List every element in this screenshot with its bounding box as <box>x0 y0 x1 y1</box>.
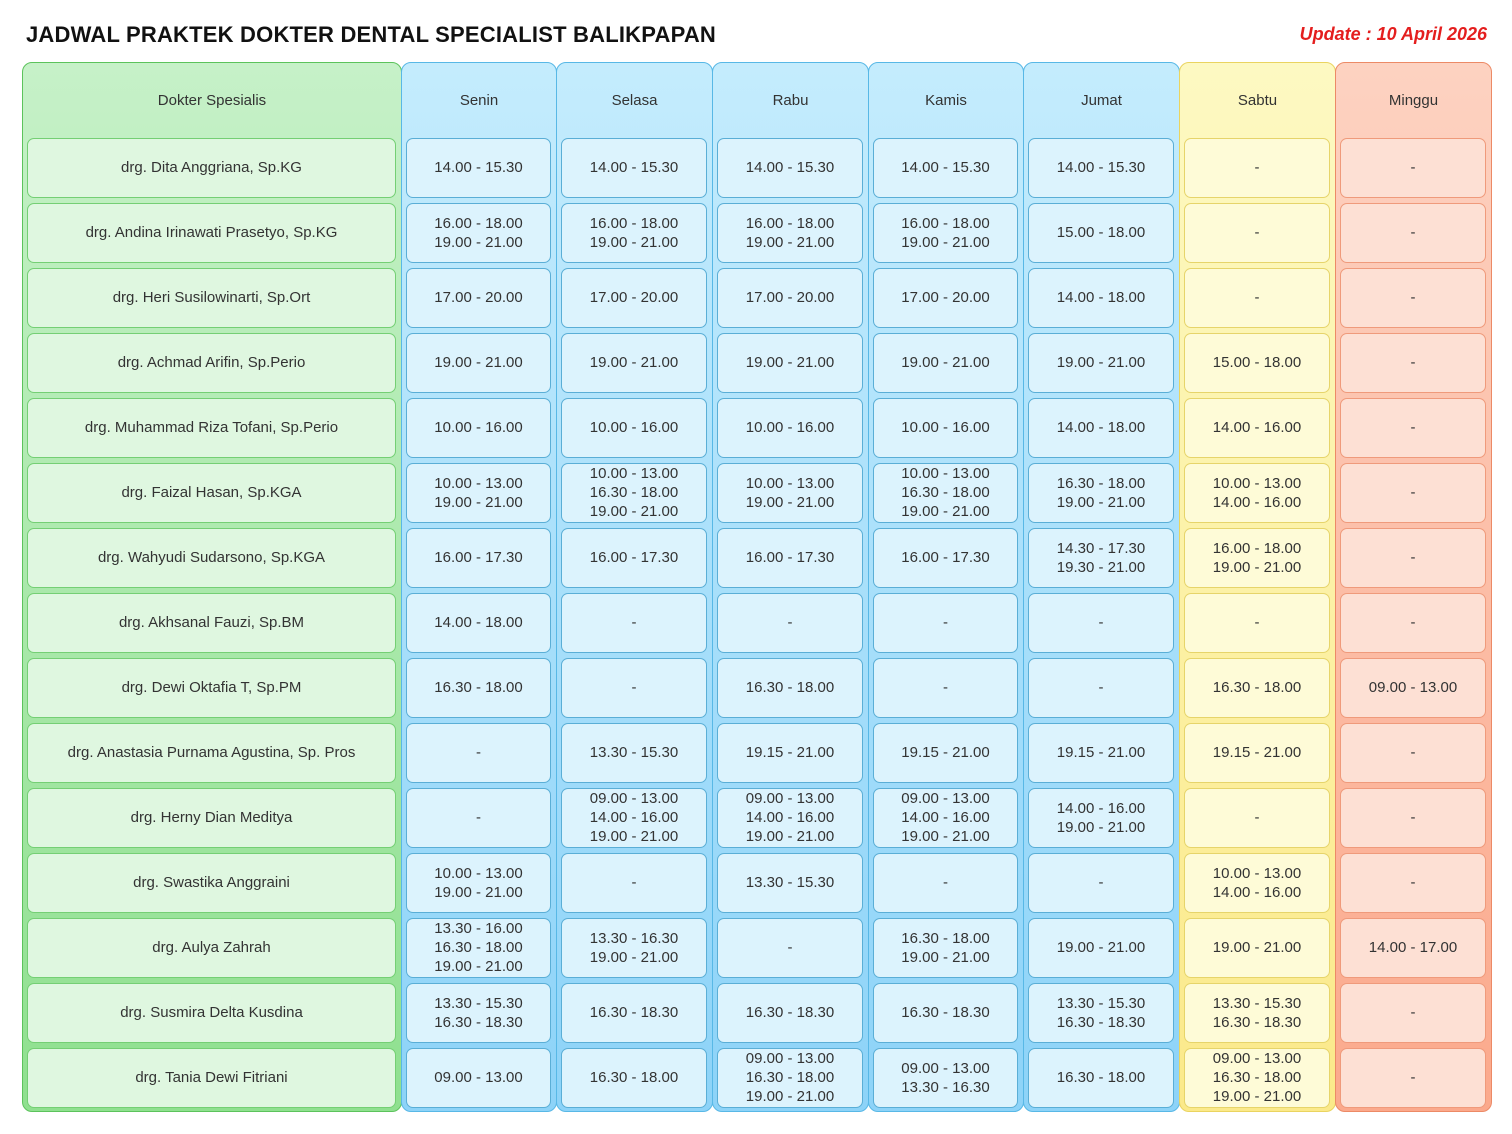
time-slot: - <box>1410 224 1416 241</box>
schedule-cell-minggu <box>1340 528 1486 588</box>
doctor-name: drg. Aulya Zahrah <box>152 939 271 956</box>
time-slot: 19.00 - 21.00 <box>1212 558 1302 576</box>
time-slot: 09.00 - 13.00 <box>1368 679 1458 696</box>
schedule-cell-kamis <box>873 268 1018 328</box>
time-slot: 10.00 - 13.00 <box>434 864 523 882</box>
time-slot: 19.00 - 21.00 <box>589 828 679 845</box>
time-slot: 10.00 - 16.00 <box>434 419 523 436</box>
time-slot: - <box>1410 744 1416 761</box>
time-slot: - <box>1254 159 1260 176</box>
time-slot: 16.30 - 18.00 <box>1056 1069 1146 1086</box>
time-slot: 16.30 - 18.00 <box>1212 1069 1302 1086</box>
schedule-cell-minggu <box>1340 268 1486 328</box>
schedule-cell-sabtu <box>1184 723 1330 783</box>
column-sabtu <box>1179 62 1336 1112</box>
schedule-cell-kamis <box>873 463 1018 523</box>
schedule-cell-minggu <box>1340 138 1486 198</box>
doctor-name: drg. Akhsanal Fauzi, Sp.BM <box>118 614 305 631</box>
doctor-name-cell <box>27 983 396 1043</box>
time-slot: 14.00 - 15.30 <box>901 159 990 176</box>
schedule-cell-selasa <box>561 528 707 588</box>
time-slot: 16.00 - 18.00 <box>901 214 990 232</box>
time-slot: 16.30 - 18.30 <box>1212 1013 1302 1031</box>
schedule-cell-sabtu <box>1184 333 1330 393</box>
doctor-name: drg. Swastika Anggraini <box>133 874 290 891</box>
time-slot: 19.00 - 21.00 <box>901 503 990 520</box>
time-slot: 16.00 - 17.30 <box>745 549 835 566</box>
schedule-cell-sabtu <box>1184 658 1330 718</box>
doctor-name-cell <box>27 918 396 978</box>
time-slot: 19.00 - 21.00 <box>901 948 990 966</box>
schedule-cell-rabu <box>717 398 863 458</box>
doctor-name: drg. Tania Dewi Fitriani <box>135 1069 288 1086</box>
time-slot: 09.00 - 13.00 <box>901 790 990 807</box>
time-slot: 16.30 - 18.00 <box>745 679 835 696</box>
schedule-cell-senin <box>406 203 551 263</box>
time-slot: 19.00 - 21.00 <box>745 233 835 251</box>
header-kamis: Kamis <box>925 91 967 109</box>
schedule-cell-senin <box>406 853 551 913</box>
time-slot: - <box>1410 419 1416 436</box>
time-slot: 19.15 - 21.00 <box>745 744 835 761</box>
time-slot: 16.00 - 17.30 <box>589 549 679 566</box>
time-slot: 09.00 - 13.00 <box>589 790 679 807</box>
schedule-cell-kamis <box>873 918 1018 978</box>
time-slot: 13.30 - 15.30 <box>745 874 835 891</box>
doctor-name-cell <box>27 1048 396 1108</box>
time-slot: - <box>476 744 481 761</box>
time-slot: 10.00 - 13.00 <box>589 465 679 482</box>
schedule-cell-minggu <box>1340 853 1486 913</box>
time-slot: 19.00 - 21.00 <box>589 354 679 371</box>
schedule-cell-kamis <box>873 853 1018 913</box>
time-slot: 16.30 - 18.00 <box>434 679 523 696</box>
schedule-cell-kamis <box>873 593 1018 653</box>
time-slot: - <box>1410 289 1416 306</box>
time-slot: 19.00 - 21.00 <box>901 354 990 371</box>
time-slot: 14.00 - 15.30 <box>1056 159 1146 176</box>
time-slot: 19.00 - 21.00 <box>1056 354 1146 371</box>
schedule-cell-jumat <box>1028 918 1174 978</box>
schedule-cell-selasa <box>561 658 707 718</box>
schedule-cell-sabtu <box>1184 788 1330 848</box>
doctor-name-cell <box>27 463 396 523</box>
header-jumat: Jumat <box>1081 91 1122 109</box>
time-slot: - <box>1410 874 1416 891</box>
time-slot: - <box>1410 614 1416 631</box>
doctor-name-cell <box>27 268 396 328</box>
time-slot: 16.30 - 18.30 <box>434 1013 523 1031</box>
time-slot: - <box>631 874 637 891</box>
time-slot: - <box>943 614 948 631</box>
header-selasa: Selasa <box>611 91 658 109</box>
header-rabu: Rabu <box>772 91 809 109</box>
time-slot: 19.00 - 21.00 <box>745 354 835 371</box>
schedule-cell-rabu <box>717 463 863 523</box>
time-slot: 14.00 - 17.00 <box>1368 939 1458 956</box>
time-slot: 10.00 - 13.00 <box>901 465 990 482</box>
doctor-name-cell <box>27 528 396 588</box>
schedule-cell-kamis <box>873 658 1018 718</box>
schedule-cell-sabtu <box>1184 1048 1330 1108</box>
time-slot: 16.00 - 17.30 <box>901 549 990 566</box>
schedule-cell-sabtu <box>1184 528 1330 588</box>
time-slot: 16.00 - 17.30 <box>434 549 523 566</box>
time-slot: 19.00 - 21.00 <box>745 1088 835 1105</box>
schedule-cell-rabu <box>717 138 863 198</box>
schedule-cell-selasa <box>561 723 707 783</box>
time-slot: 15.00 - 18.00 <box>1056 224 1146 241</box>
time-slot: 16.30 - 18.00 <box>1056 474 1146 492</box>
time-slot: - <box>1254 809 1260 826</box>
time-slot: - <box>476 809 481 826</box>
time-slot: 19.00 - 21.00 <box>434 354 523 371</box>
page-title: JADWAL PRAKTEK DOKTER DENTAL SPECIALIST BALIKPAPAN <box>26 22 716 47</box>
schedule-cell-kamis <box>873 203 1018 263</box>
time-slot: 19.00 - 21.00 <box>1212 939 1302 956</box>
schedule-cell-jumat <box>1028 788 1174 848</box>
time-slot: - <box>1410 1069 1416 1086</box>
schedule-cell-senin <box>406 1048 551 1108</box>
schedule-cell-senin <box>406 788 551 848</box>
schedule-cell-selasa <box>561 268 707 328</box>
schedule-cell-minggu <box>1340 203 1486 263</box>
schedule-cell-rabu <box>717 203 863 263</box>
time-slot: 13.30 - 16.00 <box>434 920 523 937</box>
schedule-cell-minggu <box>1340 658 1486 718</box>
schedule-cell-kamis <box>873 788 1018 848</box>
schedule-cell-sabtu <box>1184 138 1330 198</box>
schedule-cell-kamis <box>873 528 1018 588</box>
time-slot: - <box>1410 549 1416 566</box>
schedule-cell-senin <box>406 463 551 523</box>
time-slot: - <box>1254 614 1260 631</box>
time-slot: - <box>787 614 793 631</box>
schedule-cell-selasa <box>561 333 707 393</box>
time-slot: - <box>1098 679 1104 696</box>
column-minggu <box>1335 62 1492 1112</box>
schedule-cell-sabtu <box>1184 398 1330 458</box>
header-sabtu: Sabtu <box>1237 91 1278 109</box>
header-senin: Senin <box>459 91 499 109</box>
schedule-cell-sabtu <box>1184 593 1330 653</box>
schedule-cell-minggu <box>1340 983 1486 1043</box>
schedule-cell-sabtu <box>1184 463 1330 523</box>
time-slot: 14.00 - 16.00 <box>1056 799 1146 817</box>
schedule-cell-senin <box>406 268 551 328</box>
schedule-cell-kamis <box>873 398 1018 458</box>
doctor-name-cell <box>27 333 396 393</box>
time-slot: 19.00 - 21.00 <box>589 503 679 520</box>
time-slot: - <box>1098 874 1104 891</box>
column-rabu <box>712 62 869 1112</box>
time-slot: 10.00 - 13.00 <box>745 474 835 492</box>
schedule-cell-minggu <box>1340 593 1486 653</box>
schedule-cell-kamis <box>873 333 1018 393</box>
time-slot: 17.00 - 20.00 <box>434 289 523 306</box>
schedule-cell-selasa <box>561 1048 707 1108</box>
schedule-cell-rabu <box>717 658 863 718</box>
schedule-cell-kamis <box>873 138 1018 198</box>
schedule-cell-selasa <box>561 918 707 978</box>
column-jumat <box>1023 62 1180 1112</box>
schedule-cell-jumat <box>1028 268 1174 328</box>
schedule-cell-jumat <box>1028 138 1174 198</box>
schedule-cell-jumat <box>1028 983 1174 1043</box>
schedule-cell-selasa <box>561 398 707 458</box>
doctor-name-cell <box>27 203 396 263</box>
schedule-cell-selasa <box>561 788 707 848</box>
schedule-cell-sabtu <box>1184 203 1330 263</box>
time-slot: 19.00 - 21.00 <box>745 828 835 845</box>
doctor-name: drg. Susmira Delta Kusdina <box>120 1004 303 1021</box>
time-slot: 16.30 - 18.30 <box>589 1004 679 1021</box>
time-slot: 19.00 - 21.00 <box>434 233 523 251</box>
time-slot: 16.30 - 18.00 <box>901 484 990 501</box>
schedule-cell-jumat <box>1028 203 1174 263</box>
time-slot: 17.00 - 20.00 <box>901 289 990 306</box>
doctor-name-cell <box>27 658 396 718</box>
time-slot: - <box>1410 484 1416 501</box>
time-slot: 10.00 - 13.00 <box>434 474 523 492</box>
schedule-cell-minggu <box>1340 788 1486 848</box>
schedule-cell-jumat <box>1028 853 1174 913</box>
schedule-cell-minggu <box>1340 918 1486 978</box>
schedule-cell-selasa <box>561 983 707 1043</box>
time-slot: 14.00 - 16.00 <box>745 809 835 826</box>
time-slot: 14.00 - 16.00 <box>1212 419 1302 436</box>
schedule-cell-minggu <box>1340 723 1486 783</box>
time-slot: 19.30 - 21.00 <box>1056 558 1146 576</box>
doctor-name: drg. Faizal Hasan, Sp.KGA <box>121 484 302 501</box>
time-slot: - <box>631 614 637 631</box>
schedule-cell-senin <box>406 528 551 588</box>
schedule-cell-rabu <box>717 333 863 393</box>
schedule-cell-jumat <box>1028 723 1174 783</box>
doctor-name: drg. Achmad Arifin, Sp.Perio <box>117 354 306 371</box>
schedule-cell-rabu <box>717 788 863 848</box>
time-slot: - <box>787 939 793 956</box>
schedule-cell-minggu <box>1340 1048 1486 1108</box>
schedule-cell-senin <box>406 138 551 198</box>
schedule-cell-rabu <box>717 528 863 588</box>
time-slot: 14.30 - 17.30 <box>1056 539 1146 557</box>
schedule-cell-rabu <box>717 983 863 1043</box>
doctor-name: drg. Dita Anggriana, Sp.KG <box>121 159 302 176</box>
schedule-cell-senin <box>406 398 551 458</box>
time-slot: 09.00 - 13.00 <box>745 1050 835 1067</box>
schedule-cell-jumat <box>1028 333 1174 393</box>
column-doctor <box>22 62 402 1112</box>
time-slot: 19.00 - 21.00 <box>901 233 990 251</box>
time-slot: 14.00 - 15.30 <box>434 159 523 176</box>
time-slot: - <box>1254 224 1260 241</box>
time-slot: 19.00 - 21.00 <box>745 493 835 511</box>
doctor-name-cell <box>27 138 396 198</box>
time-slot: 16.30 - 18.00 <box>745 1069 835 1086</box>
doctor-name: drg. Anastasia Purnama Agustina, Sp. Pros <box>67 744 356 761</box>
time-slot: 16.30 - 18.30 <box>745 1004 835 1021</box>
time-slot: 19.15 - 21.00 <box>1056 744 1146 761</box>
time-slot: 16.30 - 18.30 <box>1056 1013 1146 1031</box>
time-slot: - <box>1098 614 1104 631</box>
doctor-name: drg. Dewi Oktafia T, Sp.PM <box>121 679 302 696</box>
schedule-cell-senin <box>406 723 551 783</box>
schedule-cell-sabtu <box>1184 918 1330 978</box>
schedule-cell-kamis <box>873 723 1018 783</box>
time-slot: 16.00 - 18.00 <box>589 214 679 232</box>
time-slot: 16.30 - 18.00 <box>434 939 523 956</box>
doctor-name-cell <box>27 723 396 783</box>
doctor-name-cell <box>27 593 396 653</box>
header-minggu: Minggu <box>1388 91 1439 109</box>
schedule-cell-senin <box>406 333 551 393</box>
time-slot: 10.00 - 16.00 <box>589 419 679 436</box>
time-slot: 19.00 - 21.00 <box>589 948 679 966</box>
schedule-cell-selasa <box>561 463 707 523</box>
schedule-cell-selasa <box>561 203 707 263</box>
schedule-cell-kamis <box>873 983 1018 1043</box>
doctor-name: drg. Heri Susilowinarti, Sp.Ort <box>112 289 311 306</box>
time-slot: 16.30 - 18.00 <box>1212 679 1302 696</box>
time-slot: 14.00 - 15.30 <box>589 159 679 176</box>
time-slot: - <box>1254 289 1260 306</box>
time-slot: 13.30 - 15.30 <box>1056 994 1146 1012</box>
time-slot: 19.00 - 21.00 <box>434 958 523 975</box>
time-slot: 14.00 - 18.00 <box>1056 419 1146 436</box>
time-slot: 16.30 - 18.00 <box>589 1069 679 1086</box>
schedule-cell-sabtu <box>1184 983 1330 1043</box>
time-slot: 14.00 - 16.00 <box>589 809 679 826</box>
schedule-cell-sabtu <box>1184 853 1330 913</box>
schedule-cell-senin <box>406 918 551 978</box>
doctor-name-cell <box>27 853 396 913</box>
schedule-cell-rabu <box>717 593 863 653</box>
time-slot: 19.00 - 21.00 <box>589 233 679 251</box>
time-slot: 16.30 - 18.30 <box>901 1004 990 1021</box>
schedule-cell-rabu <box>717 918 863 978</box>
time-slot: 09.00 - 13.00 <box>901 1059 990 1077</box>
column-kamis <box>868 62 1024 1112</box>
time-slot: - <box>1410 809 1416 826</box>
time-slot: 14.00 - 16.00 <box>1212 883 1302 901</box>
time-slot: - <box>631 679 637 696</box>
time-slot: - <box>943 679 948 696</box>
time-slot: 16.00 - 18.00 <box>745 214 835 232</box>
time-slot: 10.00 - 16.00 <box>745 419 835 436</box>
schedule-cell-rabu <box>717 853 863 913</box>
time-slot: 13.30 - 16.30 <box>589 929 679 947</box>
column-selasa <box>556 62 713 1112</box>
time-slot: - <box>943 874 948 891</box>
time-slot: - <box>1410 354 1416 371</box>
time-slot: 19.00 - 21.00 <box>1056 493 1146 511</box>
time-slot: 17.00 - 20.00 <box>745 289 835 306</box>
time-slot: 19.15 - 21.00 <box>901 744 990 761</box>
time-slot: 14.00 - 16.00 <box>901 809 990 826</box>
time-slot: 13.30 - 15.30 <box>1212 994 1302 1012</box>
time-slot: - <box>1410 159 1416 176</box>
schedule-cell-jumat <box>1028 593 1174 653</box>
doctor-name: drg. Muhammad Riza Tofani, Sp.Perio <box>84 419 339 436</box>
time-slot: 17.00 - 20.00 <box>589 289 679 306</box>
schedule-cell-rabu <box>717 723 863 783</box>
time-slot: 19.00 - 21.00 <box>1056 818 1146 836</box>
schedule-cell-jumat <box>1028 1048 1174 1108</box>
doctor-name: drg. Herny Dian Meditya <box>130 809 293 826</box>
schedule-cell-selasa <box>561 853 707 913</box>
time-slot: 10.00 - 13.00 <box>1212 864 1302 882</box>
time-slot: 09.00 - 13.00 <box>1212 1050 1302 1067</box>
schedule-cell-minggu <box>1340 398 1486 458</box>
schedule-cell-jumat <box>1028 658 1174 718</box>
schedule-cell-selasa <box>561 593 707 653</box>
time-slot: 19.00 - 21.00 <box>434 493 523 511</box>
column-senin <box>401 62 557 1112</box>
time-slot: 10.00 - 13.00 <box>1212 474 1302 492</box>
schedule-cell-rabu <box>717 1048 863 1108</box>
doctor-name-cell <box>27 398 396 458</box>
schedule-cell-minggu <box>1340 333 1486 393</box>
time-slot: 19.00 - 21.00 <box>901 828 990 845</box>
time-slot: 16.00 - 18.00 <box>434 214 523 232</box>
schedule-cell-jumat <box>1028 463 1174 523</box>
time-slot: 13.30 - 15.30 <box>434 994 523 1012</box>
time-slot: 19.15 - 21.00 <box>1212 744 1302 761</box>
time-slot: 14.00 - 18.00 <box>1056 289 1146 306</box>
time-slot: 13.30 - 16.30 <box>901 1078 990 1096</box>
time-slot: 16.00 - 18.00 <box>1212 539 1302 557</box>
time-slot: 14.00 - 16.00 <box>1212 493 1302 511</box>
schedule-cell-sabtu <box>1184 268 1330 328</box>
header-doctor: Dokter Spesialis <box>157 91 267 109</box>
schedule-cell-jumat <box>1028 528 1174 588</box>
time-slot: 14.00 - 15.30 <box>745 159 835 176</box>
schedule-cell-minggu <box>1340 463 1486 523</box>
schedule-cell-rabu <box>717 268 863 328</box>
time-slot: 09.00 - 13.00 <box>745 790 835 807</box>
schedule-cell-senin <box>406 658 551 718</box>
doctor-name: drg. Andina Irinawati Prasetyo, Sp.KG <box>85 224 338 241</box>
time-slot: 16.30 - 18.00 <box>589 484 679 501</box>
time-slot: 13.30 - 15.30 <box>589 744 679 761</box>
time-slot: 15.00 - 18.00 <box>1212 354 1302 371</box>
time-slot: 19.00 - 21.00 <box>1212 1088 1302 1105</box>
time-slot: 19.00 - 21.00 <box>434 883 523 901</box>
time-slot: 14.00 - 18.00 <box>434 614 523 631</box>
schedule-cell-jumat <box>1028 398 1174 458</box>
doctor-name: drg. Wahyudi Sudarsono, Sp.KGA <box>97 549 326 566</box>
time-slot: 19.00 - 21.00 <box>1056 939 1146 956</box>
schedule-cell-selasa <box>561 138 707 198</box>
schedule-cell-senin <box>406 593 551 653</box>
doctor-name-cell <box>27 788 396 848</box>
update-date: Update : 10 April 2026 <box>1299 24 1487 44</box>
schedule-cell-senin <box>406 983 551 1043</box>
time-slot: - <box>1410 1004 1416 1021</box>
time-slot: 10.00 - 16.00 <box>901 419 990 436</box>
time-slot: 09.00 - 13.00 <box>434 1069 523 1086</box>
time-slot: 16.30 - 18.00 <box>901 929 990 947</box>
schedule-cell-kamis <box>873 1048 1018 1108</box>
